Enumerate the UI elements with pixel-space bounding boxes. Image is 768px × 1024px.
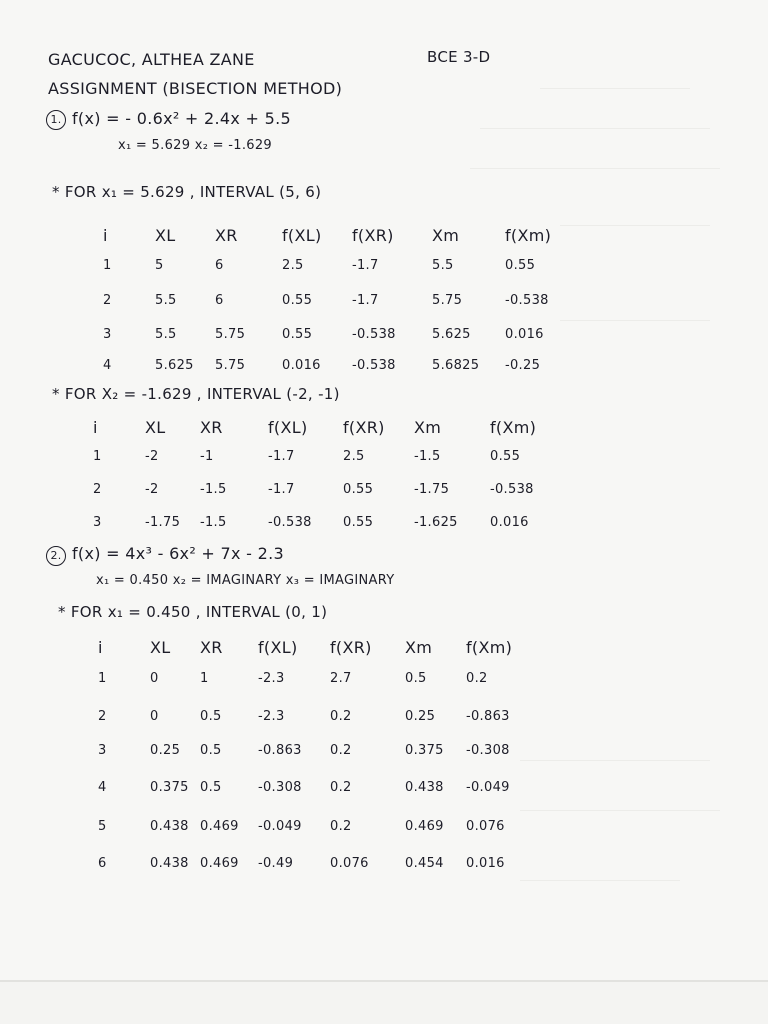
table-cell: 0.5 <box>200 743 222 758</box>
table-cell: -1 <box>200 449 214 464</box>
table-cell: -0.538 <box>268 515 312 530</box>
problem-2-number <box>46 544 66 566</box>
table-row-index: 3 <box>103 327 112 342</box>
table-cell: 0.55 <box>505 258 536 273</box>
table-cell: 5.5 <box>155 327 177 342</box>
table-cell: 0.016 <box>505 327 544 342</box>
table-cell: 0.076 <box>466 819 505 834</box>
bleed-through-mark <box>540 88 690 89</box>
problem-2-roots: x₁ = 0.450 x₂ = IMAGINARY x₃ = IMAGINARY <box>96 573 395 588</box>
table-cell: -0.538 <box>505 293 549 308</box>
table-cell: -0.538 <box>352 358 396 373</box>
section-label: BCE 3-D <box>427 48 491 66</box>
table-row-index: 2 <box>103 293 112 308</box>
bleed-through-mark <box>520 810 720 811</box>
table-cell: 0.375 <box>150 780 189 795</box>
table-cell: 2.5 <box>282 258 304 273</box>
table-cell: 0.25 <box>405 709 436 724</box>
table-header-cell: f(XR) <box>343 418 385 437</box>
table-header-cell: XL <box>150 638 171 657</box>
table-cell: -2.3 <box>258 709 285 724</box>
table-cell: 0.55 <box>343 482 374 497</box>
table-cell: 0.5 <box>200 780 222 795</box>
table-cell: -0.538 <box>352 327 396 342</box>
table-header-cell: f(XL) <box>282 226 322 245</box>
table-header-cell: i <box>103 226 108 245</box>
table-cell: -0.49 <box>258 856 294 871</box>
table-row-index: 4 <box>98 780 107 795</box>
table-cell: -0.863 <box>258 743 302 758</box>
table-cell: 5.5 <box>155 293 177 308</box>
table-cell: -0.863 <box>466 709 510 724</box>
table-cell: 5.75 <box>215 358 246 373</box>
table-cell: 0.469 <box>200 856 239 871</box>
table-row-index: 5 <box>98 819 107 834</box>
table-cell: 0.5 <box>200 709 222 724</box>
table-cell: 0.438 <box>150 856 189 871</box>
bleed-through-mark <box>470 168 720 169</box>
bleed-through-mark <box>480 128 710 129</box>
table-header-cell: XL <box>145 418 166 437</box>
table-cell: 0.55 <box>490 449 521 464</box>
problem-2a-label: * FOR x₁ = 0.450 , INTERVAL (0, 1) <box>58 603 328 621</box>
table-cell: 0.5 <box>405 671 427 686</box>
table-row-index: 2 <box>93 482 102 497</box>
table-cell: 5.625 <box>432 327 471 342</box>
table-header-cell: f(XL) <box>268 418 308 437</box>
bleed-through-mark <box>560 225 710 226</box>
student-name: GACUCOC, ALTHEA ZANE <box>48 50 255 69</box>
bleed-through-mark <box>560 320 710 321</box>
table-cell: 0.2 <box>330 780 352 795</box>
table-row-index: 1 <box>93 449 102 464</box>
table-cell: 0.438 <box>405 780 444 795</box>
table-header-cell: f(Xm) <box>505 226 552 245</box>
table-header-cell: Xm <box>414 418 442 437</box>
table-cell: 5.6825 <box>432 358 480 373</box>
table-cell: -1.5 <box>414 449 441 464</box>
table-header-cell: f(Xm) <box>466 638 513 657</box>
table-cell: 1 <box>200 671 209 686</box>
table-cell: -2 <box>145 449 159 464</box>
table-row-index: 2 <box>98 709 107 724</box>
problem-1-roots: x₁ = 5.629 x₂ = -1.629 <box>118 138 272 153</box>
table-header-cell: Xm <box>432 226 460 245</box>
table-cell: -1.7 <box>268 449 295 464</box>
table-cell: 0 <box>150 671 159 686</box>
table-cell: -1.75 <box>145 515 181 530</box>
table-cell: -1.7 <box>352 293 379 308</box>
table-header-cell: XL <box>155 226 176 245</box>
table-cell: -0.308 <box>466 743 510 758</box>
table-cell: -0.25 <box>505 358 541 373</box>
table-cell: -1.5 <box>200 515 227 530</box>
table-cell: 0.55 <box>282 327 313 342</box>
table-header-cell: f(Xm) <box>490 418 537 437</box>
table-cell: 0.2 <box>330 819 352 834</box>
problem-1b-label: * FOR X₂ = -1.629 , INTERVAL (-2, -1) <box>52 385 340 403</box>
table-cell: 5.625 <box>155 358 194 373</box>
table-cell: 2.5 <box>343 449 365 464</box>
table-cell: 0.469 <box>200 819 239 834</box>
table-cell: 0.55 <box>343 515 374 530</box>
table-cell: -0.049 <box>258 819 302 834</box>
table-cell: -0.049 <box>466 780 510 795</box>
table-cell: 0.076 <box>330 856 369 871</box>
table-cell: 0.375 <box>405 743 444 758</box>
table-header-cell: i <box>93 418 98 437</box>
circled-number: 2. <box>46 546 66 566</box>
table-header-cell: Xm <box>405 638 433 657</box>
table-cell: -1.5 <box>200 482 227 497</box>
table-header-cell: f(XR) <box>352 226 394 245</box>
table-row-index: 1 <box>98 671 107 686</box>
table-cell: 0.2 <box>330 709 352 724</box>
table-cell: -1.7 <box>352 258 379 273</box>
problem-2-equation: f(x) = 4x³ - 6x² + 7x - 2.3 <box>72 544 284 563</box>
problem-1a-label: * FOR x₁ = 5.629 , INTERVAL (5, 6) <box>52 183 322 201</box>
table-cell: 0.2 <box>466 671 488 686</box>
table-cell: -1.625 <box>414 515 458 530</box>
table-cell: 6 <box>215 293 224 308</box>
bleed-through-mark <box>520 760 710 761</box>
table-cell: -1.7 <box>268 482 295 497</box>
table-cell: -2.3 <box>258 671 285 686</box>
table-row-index: 1 <box>103 258 112 273</box>
table-cell: 0.454 <box>405 856 444 871</box>
table-cell: -0.308 <box>258 780 302 795</box>
table-row-index: 6 <box>98 856 107 871</box>
table-row-index: 4 <box>103 358 112 373</box>
table-cell: 0.438 <box>150 819 189 834</box>
assignment-title: ASSIGNMENT (BISECTION METHOD) <box>48 79 343 98</box>
table-cell: 0.25 <box>150 743 181 758</box>
table-cell: 5.75 <box>215 327 246 342</box>
bleed-through-mark <box>520 880 680 881</box>
table-header-cell: f(XR) <box>330 638 372 657</box>
table-header-cell: XR <box>200 418 223 437</box>
table-header-cell: XR <box>215 226 238 245</box>
table-cell: 0.469 <box>405 819 444 834</box>
table-cell: 0.016 <box>466 856 505 871</box>
problem-1-number <box>46 108 66 130</box>
table-cell: 5.5 <box>432 258 454 273</box>
table-cell: -1.75 <box>414 482 450 497</box>
table-cell: -2 <box>145 482 159 497</box>
table-row-index: 3 <box>98 743 107 758</box>
problem-1-equation: f(x) = - 0.6x² + 2.4x + 5.5 <box>72 109 291 128</box>
table-header-cell: i <box>98 638 103 657</box>
table-cell: 0.016 <box>282 358 321 373</box>
table-cell: 5.75 <box>432 293 463 308</box>
table-header-cell: f(XL) <box>258 638 298 657</box>
table-cell: 5 <box>155 258 164 273</box>
table-cell: 2.7 <box>330 671 352 686</box>
table-cell: 0 <box>150 709 159 724</box>
table-cell: 0.55 <box>282 293 313 308</box>
table-cell: -0.538 <box>490 482 534 497</box>
circled-number: 1. <box>46 110 66 130</box>
table-cell: 6 <box>215 258 224 273</box>
table-row-index: 3 <box>93 515 102 530</box>
table-cell: 0.2 <box>330 743 352 758</box>
table-header-cell: XR <box>200 638 223 657</box>
table-cell: 0.016 <box>490 515 529 530</box>
